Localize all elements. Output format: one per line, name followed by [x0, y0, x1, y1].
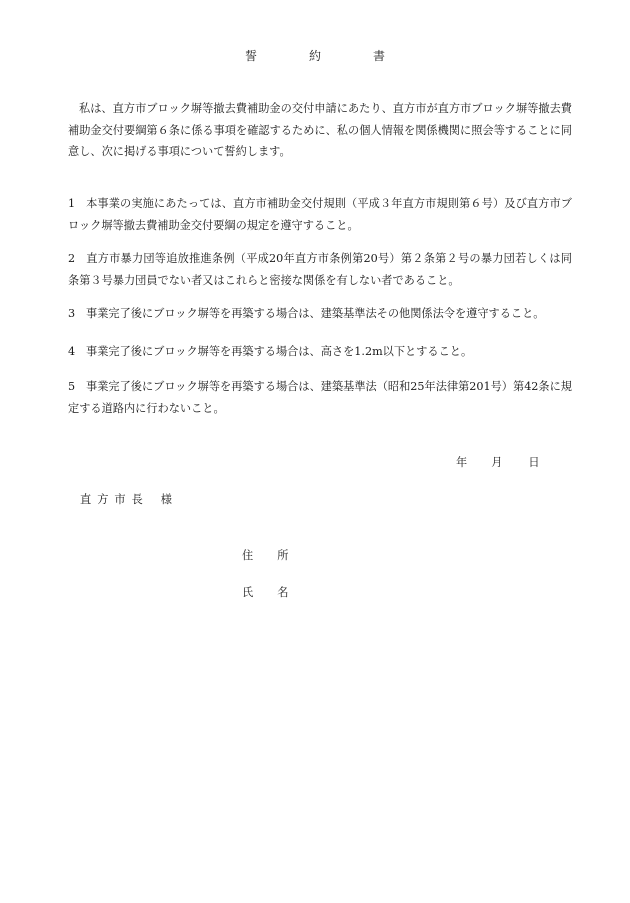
- clause-text: 直方市暴力団等追放推進条例（平成20年直方市条例第20号）第２条第２号の暴力団若しくは同条第３号暴力団員でない者又はこれらと密接な関係を有しない者であること。: [68, 252, 572, 287]
- clause-text: 事業完了後にブロック塀等を再築する場合は、高さを1.2m以下とすること。: [86, 345, 473, 358]
- clause-number: 5: [68, 380, 76, 393]
- addressee: [80, 491, 172, 507]
- intro-paragraph: 私は、直方市ブロック塀等撤去費補助金の交付申請にあたり、直方市が直方市ブロック塀等撤去費補助金交付要綱第６条に係る事項を確認するために、私の個人情報を関係機関に照会等することに同意し、次に掲げる事項について誓約します。: [68, 102, 572, 158]
- clause-item: [68, 193, 572, 236]
- clause-number: 3: [68, 307, 76, 320]
- date-day-label: 日: [528, 456, 540, 469]
- name-label-char: 名: [277, 586, 289, 599]
- address-field-label: [242, 547, 288, 563]
- clause-text: 事業完了後にブロック塀等を再築する場合は、建築基準法（昭和25年法律第201号）第42条に規定する道路内に行わないこと。: [68, 380, 572, 415]
- clause-item: [68, 303, 572, 325]
- address-label-char: 所: [277, 549, 289, 562]
- address-label-char: 住: [242, 549, 254, 562]
- clause-item: [68, 376, 572, 419]
- document-title: 誓 約 書: [244, 49, 405, 63]
- name-label-char: 氏: [242, 586, 254, 599]
- clause-number: 4: [68, 345, 76, 358]
- clause-item: [68, 248, 572, 291]
- clause-text: 本事業の実施にあたっては、直方市補助金交付規則（平成３年直方市規則第６号）及び直方市ブロック塀等撤去費補助金交付要綱の規定を遵守すること。: [68, 197, 572, 232]
- addressee-name: 直方市長: [80, 493, 149, 506]
- date-year-label: 年: [456, 456, 468, 469]
- clause-number: 1: [68, 197, 76, 210]
- name-field-label: [242, 584, 288, 600]
- clause-number: 2: [68, 252, 76, 265]
- clause-text: 事業完了後にブロック塀等を再築する場合は、建築基準法その他関係法令を遵守すること。: [86, 307, 545, 320]
- date-line: [456, 454, 540, 470]
- clause-item: [68, 341, 572, 363]
- date-month-label: 月: [491, 456, 503, 469]
- addressee-honorific: 様: [160, 493, 172, 506]
